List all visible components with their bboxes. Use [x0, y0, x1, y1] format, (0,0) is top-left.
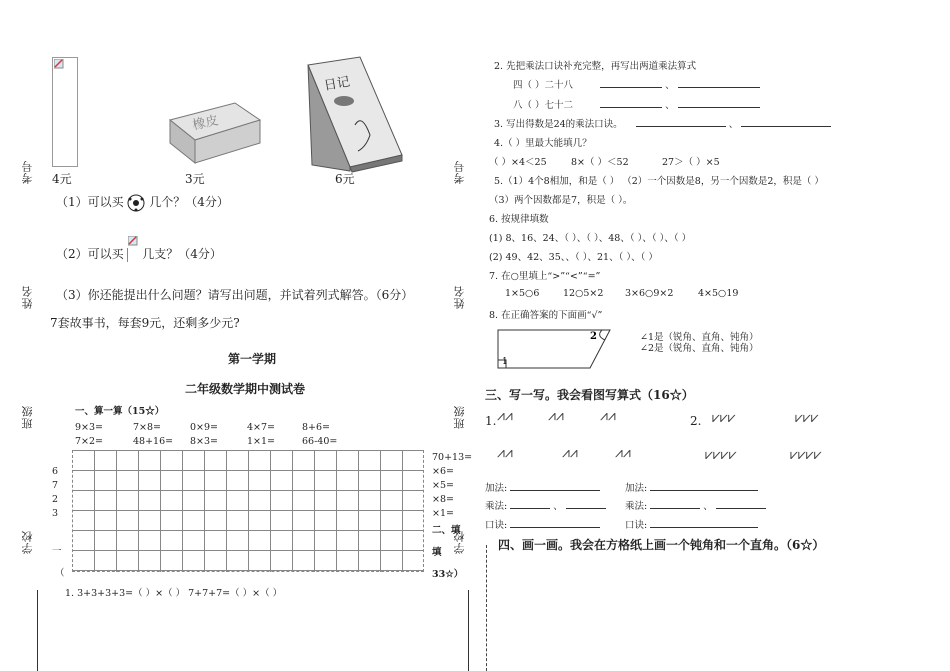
kj-row-1: [485, 517, 600, 531]
angle-label-1: 1: [502, 357, 508, 367]
answer-line[interactable]: [650, 517, 758, 528]
left-col-1: 6: [52, 466, 59, 477]
bird-group-icon: ⩗⩗⩗: [795, 410, 819, 426]
right-col-3: ×5=: [432, 480, 454, 491]
side-label-banji: 班级: [21, 405, 34, 429]
trapezoid-figure: [494, 326, 614, 372]
rq-2b-text: 八（ ）七十二: [513, 100, 574, 111]
side-label-xuexiao-right: 学校: [453, 530, 466, 554]
pencil-small-icon: [127, 248, 138, 262]
calc-2-1: 7×2=: [75, 436, 104, 447]
rq-2a: 四（ ）二十八 、: [513, 77, 760, 91]
answer-line[interactable]: [510, 517, 600, 528]
divider-line: [486, 545, 487, 671]
left-col-6: （: [55, 568, 65, 579]
rq-6b: (2) 49、42、35、、（ ）、21、（ ）、（ ）: [489, 252, 658, 263]
calc-2-3: 8×3=: [190, 436, 219, 447]
right-col-7: 填: [432, 547, 442, 558]
add-row-1: [485, 480, 600, 494]
right-col-1: 70+13=: [432, 452, 473, 463]
rq-6: 6. 按规律填数: [489, 214, 549, 225]
side-label-xuexiao: 学校: [21, 530, 34, 554]
right-col-2: ×6=: [432, 466, 454, 477]
rq-7-item-1: 1×5○6: [505, 288, 540, 299]
rq-5: 5.（1）4个8相加，和是（ ） （2）一个因数是8，另一个因数是2，积是（ ）: [494, 176, 824, 187]
bird-group-icon: ⩘⩘: [562, 445, 578, 461]
answer-line[interactable]: [600, 77, 662, 88]
side-label-kaohao-right: 考号: [453, 160, 466, 184]
soccer-ball-icon: [127, 194, 145, 212]
rq-6a: (1) 8、16、24、（ ）、（ ）、48、（ ）、（ ）、（ ）: [489, 233, 692, 244]
diary-label: 日记: [322, 74, 352, 94]
add-label: 加法:: [625, 483, 648, 494]
kj-label: 口诀:: [485, 520, 508, 531]
side-label-kaohao: 考号: [21, 160, 34, 184]
mul-label: 乘法:: [625, 501, 648, 512]
question-1-text: （1）可以买: [56, 195, 124, 209]
question-3: （3）你还能提出什么问题？请写出问题，并试着列式解答。（6分）: [56, 288, 414, 302]
rq-7-item-4: 4×5○19: [698, 288, 739, 299]
rq-7-item-3: 3×6○9×2: [625, 288, 674, 299]
pencil-image: [52, 57, 78, 167]
term-title: 第一学期: [228, 352, 277, 366]
diary-image: [300, 55, 410, 173]
rq-2b: 八（ ）七十二 、: [513, 97, 760, 111]
calc-1-1: 9×3=: [75, 422, 104, 433]
question-2-text: （2）可以买: [56, 247, 124, 261]
right-col-4: ×8=: [432, 494, 454, 505]
left-binding-line: [37, 590, 38, 671]
answer-line[interactable]: [678, 77, 760, 88]
rq-7: 7. 在○里填上“>”“<”“=”: [489, 271, 601, 282]
question-1-tail: 几个？（4分）: [149, 195, 229, 209]
price-eraser: 3元: [185, 172, 205, 186]
question-4: 7套故事书，每套9元，还剩多少元?: [50, 316, 240, 330]
calc-2-5: 66-40=: [302, 436, 338, 447]
bird-group-icon: ⩘⩘: [497, 408, 513, 424]
question-2-tail: 几支？（4分）: [142, 247, 222, 261]
rq-5b: （3）两个因数都是7，积是（ ）。: [489, 195, 633, 206]
side-label-banji-right: 班级: [453, 405, 466, 429]
price-pencil: 4元: [52, 172, 72, 186]
bird-group-icon: ⩘⩘: [615, 445, 631, 461]
answer-line[interactable]: [636, 116, 726, 127]
bird-group-icon: ⩗⩗⩗⩗: [790, 447, 822, 463]
rq-4c: 27＞（ ）×5: [662, 157, 720, 168]
price-diary: 6元: [335, 172, 355, 186]
bottom-multiplication-line: 1. 3+3+3+3=（ ）×（ ） 7+7+7=（ ）×（ ）: [65, 588, 283, 599]
left-col-2: 7: [52, 480, 59, 491]
section-1-title: 一、算一算（15☆）: [75, 406, 165, 417]
exam-title: 二年级数学期中测试卷: [185, 382, 306, 396]
bird-group-icon: ⩘⩘: [497, 445, 513, 461]
angle-label-2: 2: [590, 331, 597, 342]
kj-label: 口诀:: [625, 520, 648, 531]
calc-2-4: 1×1=: [247, 436, 276, 447]
answer-line[interactable]: [716, 498, 766, 509]
answer-line[interactable]: [650, 480, 758, 491]
rq-3: 3. 写出得数是24的乘法口诀。 、: [494, 116, 831, 130]
bird-group-icon: ⩗⩗⩗⩗: [705, 447, 737, 463]
angle-2-choice: ∠2是（锐角、直角、钝角）: [640, 343, 759, 354]
eraser-label: 橡皮: [191, 113, 220, 134]
bird-group-icon: ⩗⩗⩗: [712, 410, 736, 426]
picture-2-label: 2.: [690, 414, 702, 428]
rq-3-text: 3. 写出得数是24的乘法口诀。: [494, 119, 623, 130]
answer-line[interactable]: [650, 498, 700, 509]
left-col-4: 3: [52, 508, 59, 519]
calc-1-4: 4×7=: [247, 422, 276, 433]
rq-4: 4.（ ）里最大能填几？: [494, 138, 592, 149]
right-col-5: ×1=: [432, 508, 454, 519]
section-4-title: 四、画一画。我会在方格纸上画一个钝角和一个直角。（6☆）: [498, 538, 825, 552]
right-col-6: 二、填: [432, 525, 461, 536]
mul-row-1: 乘法: 、: [485, 498, 606, 512]
bird-group-icon: ⩘⩘: [548, 408, 564, 424]
side-label-xingming-right: 姓名: [453, 285, 466, 309]
middle-binding-line: [468, 590, 469, 671]
answer-line[interactable]: [510, 498, 550, 509]
rq-7-item-2: 12○5×2: [563, 288, 604, 299]
question-1: [56, 193, 229, 212]
rq-2a-text: 四（ ）二十八: [513, 80, 574, 91]
answer-line[interactable]: [566, 498, 606, 509]
rq-4a: （ ）×4＜25: [489, 157, 547, 168]
eraser-image: [165, 95, 265, 170]
calc-2-2: 48+16=: [133, 436, 174, 447]
calc-1-3: 0×9=: [190, 422, 219, 433]
dashed-grid: [72, 450, 424, 572]
left-col-5: 一: [52, 546, 62, 557]
mul-label: 乘法:: [485, 501, 508, 512]
add-label: 加法:: [485, 483, 508, 494]
rq-4b: 8×（ ）＜52: [571, 157, 629, 168]
picture-1-label: 1.: [485, 414, 497, 428]
answer-line[interactable]: [741, 116, 831, 127]
kj-row-2: [625, 517, 758, 531]
answer-line[interactable]: [510, 480, 600, 491]
section-3-title: 三、写一写。我会看图写算式（16☆）: [485, 388, 694, 402]
question-2: [56, 245, 222, 262]
right-col-8: 33☆）: [432, 569, 464, 580]
answer-line[interactable]: [600, 97, 662, 108]
mul-row-2: 乘法: 、: [625, 498, 766, 512]
rq-8: 8. 在正确答案的下面画“√”: [489, 310, 603, 321]
left-col-3: 2: [52, 494, 59, 505]
bird-group-icon: ⩘⩘: [600, 408, 616, 424]
side-label-xingming: 姓名: [21, 285, 34, 309]
angle-1-choice: ∠1是（锐角、直角、钝角）: [640, 332, 759, 343]
calc-1-2: 7×8=: [133, 422, 162, 433]
add-row-2: [625, 480, 758, 494]
calc-1-5: 8+6=: [302, 422, 331, 433]
answer-line[interactable]: [678, 97, 760, 108]
rq-2: 2. 先把乘法口诀补充完整，再写出两道乘法算式: [494, 61, 697, 72]
